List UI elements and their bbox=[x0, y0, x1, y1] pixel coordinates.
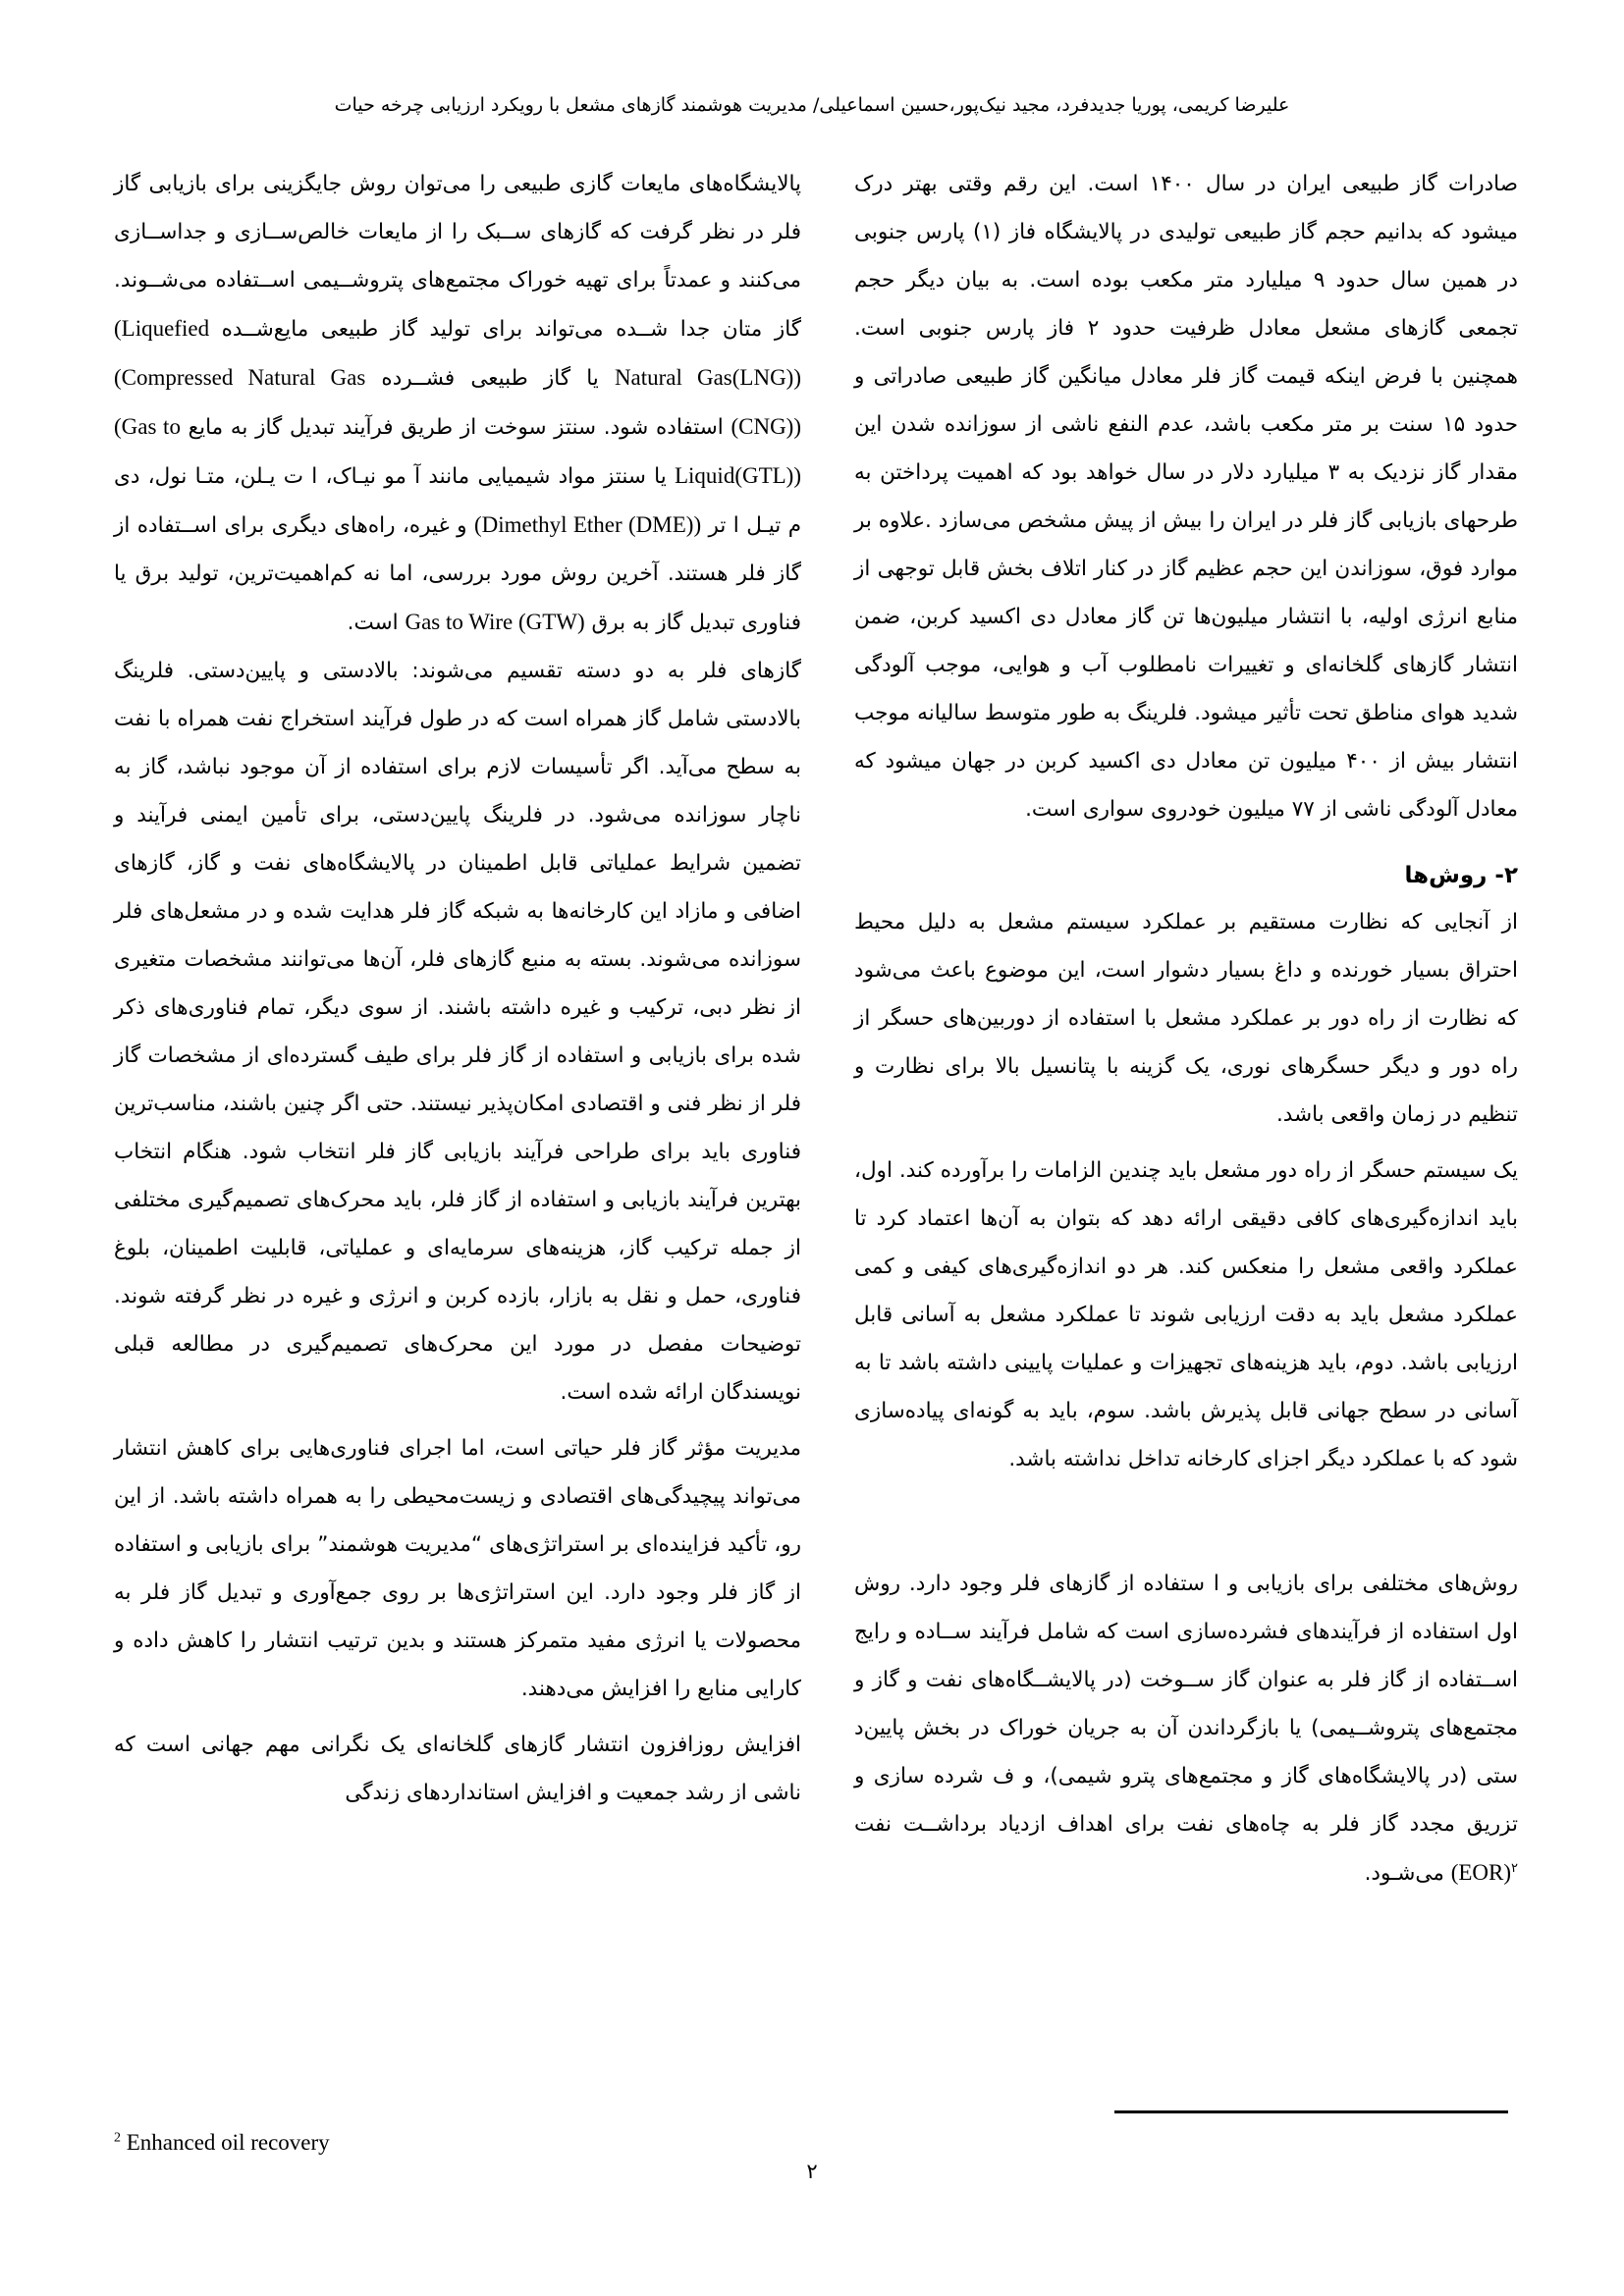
paragraph-ghg-emissions: افزایش روزافزون انتشار گازهای گلخانه‌ای یک نگرانی مهم جهانی است که ناشی از رشد جمعیت و افزایش استانداردهای زندگی bbox=[114, 1733, 801, 1805]
term-gtl: (Gas to Liquid(GTL)) bbox=[114, 414, 801, 488]
paragraph-smart-management: مدیریت مؤثر گاز فلر حیاتی است، اما اجرای فناوری‌هایی برای کاهش انتشار می‌تواند پیچیدگی‌های اقتصادی و زیست‌محیطی را به همراه داشته باشد. از این رو، تأکید فزاینده‌ای بر استراتژی‌های “مدیریت هوشمند” برای بازیابی و استفاده از گاز فلر وجود دارد. این استراتژی‌ها بر روی جمع‌آوری و تبدیل گاز فلر به محصولات یا انرژی مفید متمرکز هستند و بدین ترتیب انتشار را کاهش داده و کارایی منابع را افزایش می‌دهند. bbox=[114, 1436, 801, 1701]
text: پالایشگاه‌های مایعات گازی طبیعی را می‌توان روش جایگزینی برای بازیابی گاز فلر در نظر گرفت که گازهای ســبک را از مایعات خالص‌ســازی و جداســازی می‌کنند و عمدتاً برای تهیه خوراک مجتمع‌های پتروشــیمی اســتفاده می‌شــوند. گاز متان جدا شــده می‌تواند برای تولید گاز طبیعی مایع‌شــده bbox=[114, 172, 801, 342]
footnote-marker: 2 bbox=[114, 2130, 121, 2146]
text: و غیره، راه‌های دیگری برای اســتفاده از گاز فلر هستند. آخرین روش مورد بررسی، اما نه کم‌اهمیت‌ترین، تولید برق یا فناوری تبدیل گاز به برق bbox=[114, 513, 801, 635]
text: می‌شـود. bbox=[1364, 1861, 1451, 1886]
abbr-eor: (EOR) bbox=[1450, 1860, 1512, 1885]
paragraph-recovery-methods bbox=[854, 1560, 1518, 1897]
footnote-separator bbox=[1114, 2110, 1508, 2113]
term-cng: (Compressed Natural Gas (CNG)) bbox=[114, 365, 801, 439]
right-column bbox=[854, 160, 1518, 1897]
text: یا سنتز مواد شیمیایی مانند آ مو نیـاک، ا ت یـلن، متـا نول، دی م تیـل ا تر bbox=[114, 464, 802, 538]
text: است. bbox=[347, 611, 406, 635]
paragraph-flare-categories: گازهای فلر به دو دسته تقسیم می‌شوند: بالادستی و پایین‌دستی. فلرینگ بالادستی شامل گاز همراه است که در طول فرآیند استخراج نفت همراه با نفت به سطح می‌آید. اگر تأسیسات لازم برای استفاده از آن موجود نباشد، گاز به ناچار سوزانده می‌شود. در فلرینگ پایین‌دستی، برای تأمین ایمنی فرآیند و تضمین شرایط عملیاتی قابل اطمینان در پالایشگاه‌های نفت و گاز، گازهای اضافی و مازاد این کارخانه‌ها به شبکه گاز فلر هدایت شده و در مشعل‌های فلر سوزانده می‌شوند. بسته به منبع گازهای فلر، آن‌ها می‌توانند مشخصات متغیری از نظر دبی، ترکیب و غیره داشته باشند. از سوی دیگر، تمام فناوری‌های ذکر شده برای بازیابی و استفاده از گاز فلر برای طیف گسترده‌ای از مشخصات گاز فلر از نظر فنی و اقتصادی امکان‌پذیر نیستند. حتی اگر چنین باشند، مناسب‌ترین فناوری باید برای طراحی فرآیند بازیابی گاز فلر انتخاب شود. هنگام انتخاب بهترین فرآیند بازیابی و استفاده از گاز فلر، باید محرک‌های تصمیم‌گیری مختلفی از جمله ترکیب گاز، هزینه‌های سرمایه‌ای و عملیاتی، قابلیت اطمینان، بلوغ فناوری، حمل و نقل به بازار، بازده کربن و انرژی و غیره در نظر گرفته شوند. توضیحات مفصل در مورد این محرک‌های تصمیم‌گیری در مطالعه قبلی نویسندگان ارائه شده است. bbox=[114, 659, 801, 1405]
spacer bbox=[114, 1713, 801, 1721]
paragraph-remote-monitoring: از آنجایی که نظارت مستقیم بر عملکرد سیستم مشعل به دلیل محیط احتراق بسیار خورنده و داغ بسیار دشوار است، این موضوع باعث می‌شود که نظارت از راه دور بر عملکرد مشعل با استفاده از دوربین‌های حسگر از راه دور و دیگر حسگرهای نوری، یک گزینه با پتانسیل بالا برای نظارت و تنظیم در زمان واقعی باشد. bbox=[854, 910, 1518, 1127]
footnote bbox=[114, 2130, 330, 2156]
paragraph-ngl-refineries bbox=[114, 160, 801, 647]
term-dme: (Dimethyl Ether (DME)) bbox=[473, 512, 702, 537]
paragraph-gas-export: صادرات گاز طبیعی ایران در سال ۱۴۰۰ است. این رقم وقتی بهتر درک میشود که بدانیم حجم گاز طبیعی تولیدی در پالایشگاه فاز (۱) پارس جنوبی در همین سال حدود ۹ میلیارد متر مکعب بوده است. به بیان دیگر حجم تجمعی گازهای مشعل معادل ظرفیت حدود ۲ فاز پارس جنوبی است. همچنین با فرض اینکه قیمت گاز فلر معادل میانگین گاز طبیعی صادراتی و حدود ۱۵ سنت بر متر مکعب باشد، عدم النفع ناشی از سوزانده شدن این مقدار گاز نزدیک به ۳ میلیارد دلار در سال خواهد بود که اهمیت پرداختن به طرحهای بازیابی گاز فلر در ایران را بیش از پیش مشخص می‌سازد .علاوه بر موارد فوق، سوزاندن این حجم عظیم گاز در کنار اتلاف بخش قابل توجهی از منابع انرژی اولیه، با انتشار میلیون‌ها تن گاز معادل دی اکسید کربن، ضمن انتشار گازهای گلخانه‌ای و تغییرات نامطلوب آب و هوایی، موجب آلودگی شدید هوای مناطق تحت تأثیر میشود. فلرینگ به طور متوسط سالیانه موجب انتشار بیش از ۴۰۰ میلیون تن معادل دی اکسید کربن در جهان میشود که معادل آلودگی ناشی از ۷۷ میلیون خودروی سواری است. bbox=[854, 172, 1519, 822]
text: استفاده شود. سنتز سوخت از طریق فرآیند تبدیل گاز به مایع bbox=[180, 415, 731, 440]
spacer bbox=[854, 1139, 1518, 1147]
footnote-ref[interactable]: ۲ bbox=[1511, 1860, 1518, 1876]
term-gtw: Gas to Wire (GTW) bbox=[405, 610, 585, 634]
text: روش‌های مختلفی برای بازیابی و ا ستفاده از گازهای فلر وجود دارد. روش اول استفاده از فرآیندهای فشرده‌سازی است که شامل فرآیند ســاده و رایج اســتفاده از گاز فلر به عنوان گاز ســوخت (در پالایشــگاه‌های نفت و گاز و مجتمع‌های پتروشــیمی) یا بازگرداندن آن به جریان خوراک در بخش پایین‌د ستی (در پالایشگاه‌های گاز و مجتمع‌های پترو شیمی)، و ف شرده سازی و تزریق مجدد گاز فلر به چاه‌های نفت برای اهداف ازدیاد برداشــت نفت bbox=[854, 1572, 1518, 1837]
page-number: ۲ bbox=[806, 2160, 818, 2183]
spacer bbox=[114, 1416, 801, 1424]
footnote-text: Enhanced oil recovery bbox=[121, 2130, 330, 2155]
text: یا گاز طبیعی فشــرده bbox=[365, 366, 615, 391]
section-heading-methods: ۲- روش‌ها bbox=[1404, 863, 1518, 888]
paragraph-sensor-requirements: یک سیستم حسگر از راه دور مشعل باید چندین الزامات را برآورده کند. اول، باید اندازه‌گیری‌های کافی دقیقی ارائه دهد که بتوان به آن‌ها اعتماد کرد تا عملکرد واقعی مشعل را منعکس کند. هر دو اندازه‌گیری‌های کیفی و کمی عملکرد مشعل باید به دقت ارزیابی شوند تا عملکرد مشعل به آسانی قابل ارزیابی باشد. دوم، باید هزینه‌های تجهیزات و عملیات پایینی داشته باشد تا به آسانی در سطح جهانی قابل پذیرش باشد. سوم، باید به گونه‌ای پیاده‌سازی شود که با عملکرد دیگر اجزای کارخانه تداخل نداشته باشد. bbox=[854, 1158, 1518, 1471]
left-column bbox=[114, 160, 801, 1817]
running-header: علیرضا کریمی، پوریا جدیدفرد، مجید نیک‌پور،حسین اسماعیلی/ مدیریت هوشمند گازهای مشعل با رویکرد ارزیابی چرخه حیات bbox=[334, 94, 1290, 116]
spacer bbox=[854, 1483, 1518, 1560]
term-lng: (Liquefied Natural Gas(LNG)) bbox=[114, 316, 801, 390]
spacer bbox=[854, 833, 1518, 853]
